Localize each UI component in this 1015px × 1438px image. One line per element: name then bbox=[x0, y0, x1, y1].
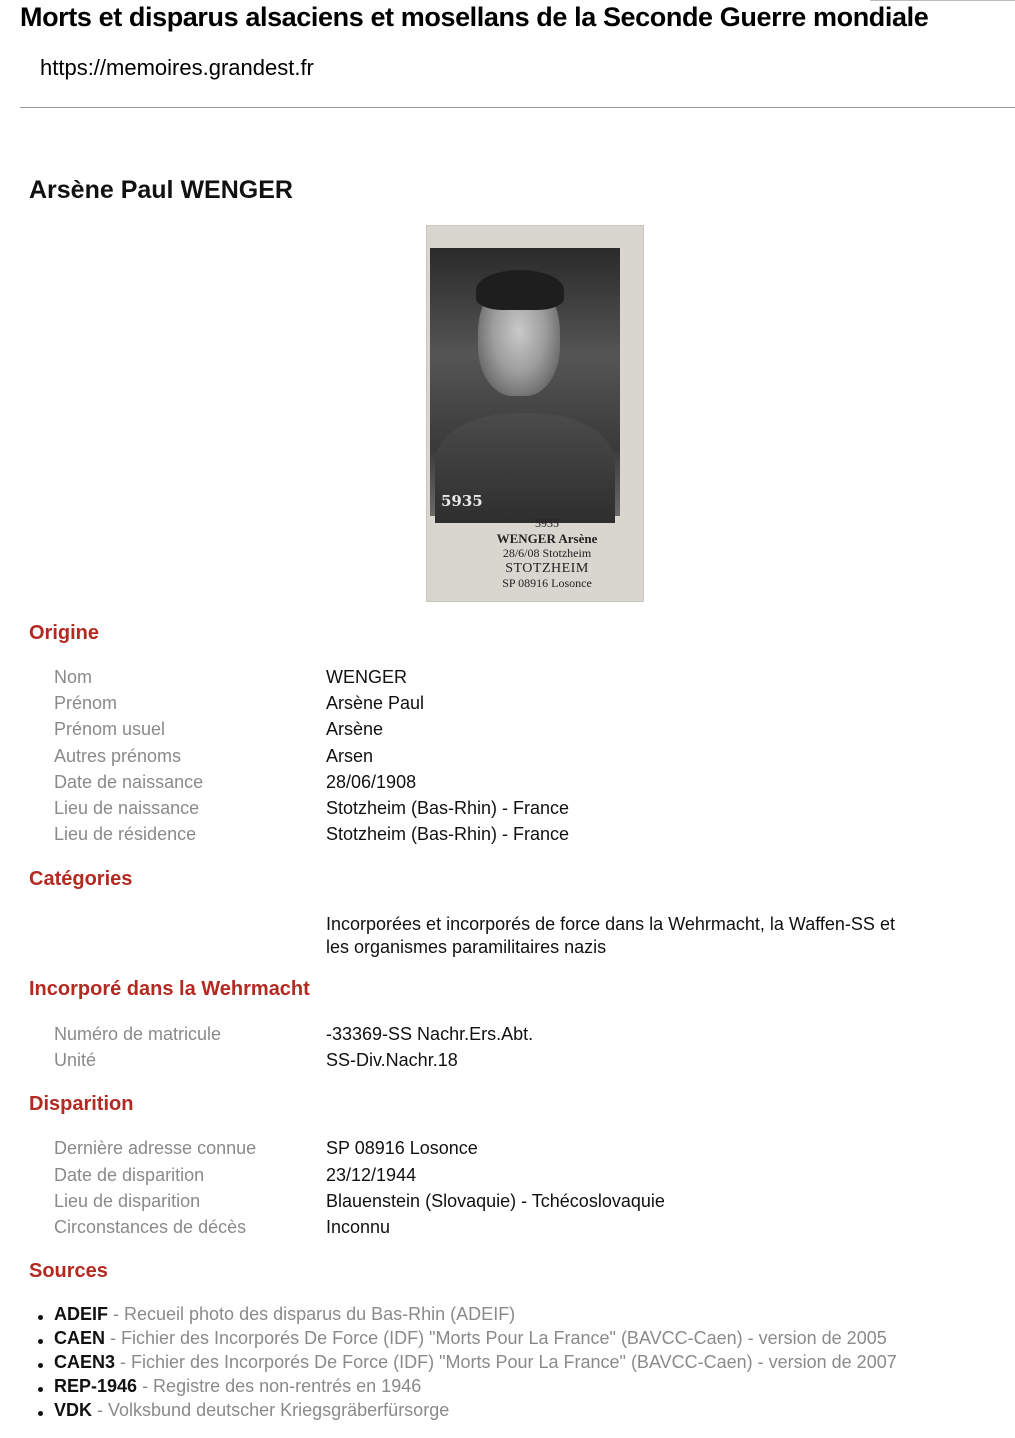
bullet-icon bbox=[38, 1339, 43, 1344]
top-right-rule bbox=[870, 0, 1015, 1]
sources-list bbox=[38, 1304, 897, 1424]
source-code: VDK bbox=[54, 1400, 93, 1420]
field-row-circonstances bbox=[0, 1217, 1015, 1243]
source-code: REP-1946 bbox=[54, 1376, 138, 1396]
header-divider bbox=[20, 107, 1015, 108]
field-label: Unité bbox=[54, 1050, 97, 1070]
field-row-derniere-adresse bbox=[0, 1138, 1015, 1164]
bullet-icon bbox=[38, 1387, 43, 1392]
field-label: Lieu de résidence bbox=[54, 824, 197, 844]
section-title-disparition: Disparition bbox=[29, 1093, 134, 1115]
field-value: 28/06/1908 bbox=[326, 772, 417, 792]
source-code: CAEN3 bbox=[54, 1352, 116, 1372]
source-description: - Fichier des Incorporés De Force (IDF) "Morts Pour La France" (BAVCC-Caen) - version de 2007 bbox=[115, 1352, 897, 1372]
field-value: Arsène Paul bbox=[326, 693, 425, 713]
field-row-nom bbox=[0, 667, 1015, 693]
field-row-date-naissance bbox=[0, 772, 1015, 798]
source-item bbox=[38, 1304, 897, 1328]
field-label: Date de naissance bbox=[54, 772, 204, 792]
field-value: Arsen bbox=[326, 746, 374, 766]
site-title: Morts et disparus alsaciens et mosellans de la Seconde Guerre mondiale bbox=[20, 2, 929, 32]
source-item bbox=[38, 1400, 897, 1424]
field-row-matricule bbox=[0, 1024, 1015, 1050]
field-row-autres-prenoms bbox=[0, 746, 1015, 772]
field-label: Dernière adresse connue bbox=[54, 1138, 257, 1158]
field-value: WENGER bbox=[326, 667, 407, 687]
field-row-unite bbox=[0, 1050, 1015, 1076]
photo-number-overlay: 5935 bbox=[441, 492, 483, 510]
caption-name: WENGER Arsène bbox=[496, 531, 598, 546]
section-title-sources: Sources bbox=[29, 1260, 108, 1282]
field-label: Numéro de matricule bbox=[54, 1024, 222, 1044]
field-label: Lieu de disparition bbox=[54, 1191, 201, 1211]
caption-birth: 28/6/08 Stotzheim bbox=[502, 546, 592, 560]
caption-sp: SP 08916 Losonce bbox=[502, 576, 592, 590]
source-description: - Registre des non-rentrés en 1946 bbox=[137, 1376, 422, 1396]
field-label: Nom bbox=[54, 667, 93, 687]
field-label: Date de disparition bbox=[54, 1165, 205, 1185]
source-description: - Fichier des Incorporés De Force (IDF) "Morts Pour La France" (BAVCC-Caen) - version de 2005 bbox=[105, 1328, 887, 1348]
field-row-prenom bbox=[0, 693, 1015, 719]
field-value: Stotzheim (Bas-Rhin) - France bbox=[326, 798, 570, 818]
source-code: CAEN bbox=[54, 1328, 106, 1348]
field-label: Circonstances de décès bbox=[54, 1217, 247, 1237]
person-name: Arsène Paul WENGER bbox=[29, 176, 293, 204]
field-value: Arsène bbox=[326, 719, 384, 739]
field-value: SP 08916 Losonce bbox=[326, 1138, 478, 1158]
section-title-origine: Origine bbox=[29, 622, 100, 644]
site-url[interactable]: https://memoires.grandest.fr bbox=[40, 55, 314, 80]
field-row-lieu-naissance bbox=[0, 798, 1015, 824]
field-row-prenom-usuel bbox=[0, 719, 1015, 745]
source-item bbox=[38, 1328, 897, 1352]
bullet-icon bbox=[38, 1411, 43, 1416]
photo-hair bbox=[476, 270, 564, 310]
field-label: Prénom usuel bbox=[54, 719, 166, 739]
source-item bbox=[38, 1376, 897, 1400]
field-label: Prénom bbox=[54, 693, 118, 713]
field-label: Autres prénoms bbox=[54, 746, 182, 766]
source-description: - Volksbund deutscher Kriegsgräberfürsorge bbox=[92, 1400, 450, 1420]
field-label: Lieu de naissance bbox=[54, 798, 200, 818]
field-value: -33369-SS Nachr.Ers.Abt. bbox=[326, 1024, 534, 1044]
field-row-lieu-residence bbox=[0, 824, 1015, 850]
field-value: Inconnu bbox=[326, 1217, 391, 1237]
caption-town: STOTZHEIM bbox=[505, 561, 589, 576]
field-value: Stotzheim (Bas-Rhin) - France bbox=[326, 824, 570, 844]
field-value: SS-Div.Nachr.18 bbox=[326, 1050, 458, 1070]
categories-text: Incorporées et incorporés de force dans la Wehrmacht, la Waffen-SS et les organismes paramilitaires nazis bbox=[326, 914, 895, 957]
section-title-wehrmacht: Incorporé dans la Wehrmacht bbox=[29, 978, 310, 1000]
field-row-date-disparition bbox=[0, 1165, 1015, 1191]
bullet-icon bbox=[38, 1315, 43, 1320]
photo-portrait bbox=[430, 248, 620, 516]
field-value: 23/12/1944 bbox=[326, 1165, 417, 1185]
field-value: Blauenstein (Slovaquie) - Tchécoslovaquie bbox=[326, 1191, 665, 1211]
soldier-photo bbox=[426, 225, 644, 602]
field-row-lieu-disparition bbox=[0, 1191, 1015, 1217]
source-description: - Recueil photo des disparus du Bas-Rhin (ADEIF) bbox=[108, 1304, 516, 1324]
bullet-icon bbox=[38, 1363, 43, 1368]
source-code: ADEIF bbox=[54, 1304, 108, 1324]
caption-number: 5935 bbox=[535, 516, 559, 530]
source-item bbox=[38, 1352, 897, 1376]
photo-caption bbox=[457, 516, 637, 591]
section-title-categories: Catégories bbox=[29, 868, 133, 890]
